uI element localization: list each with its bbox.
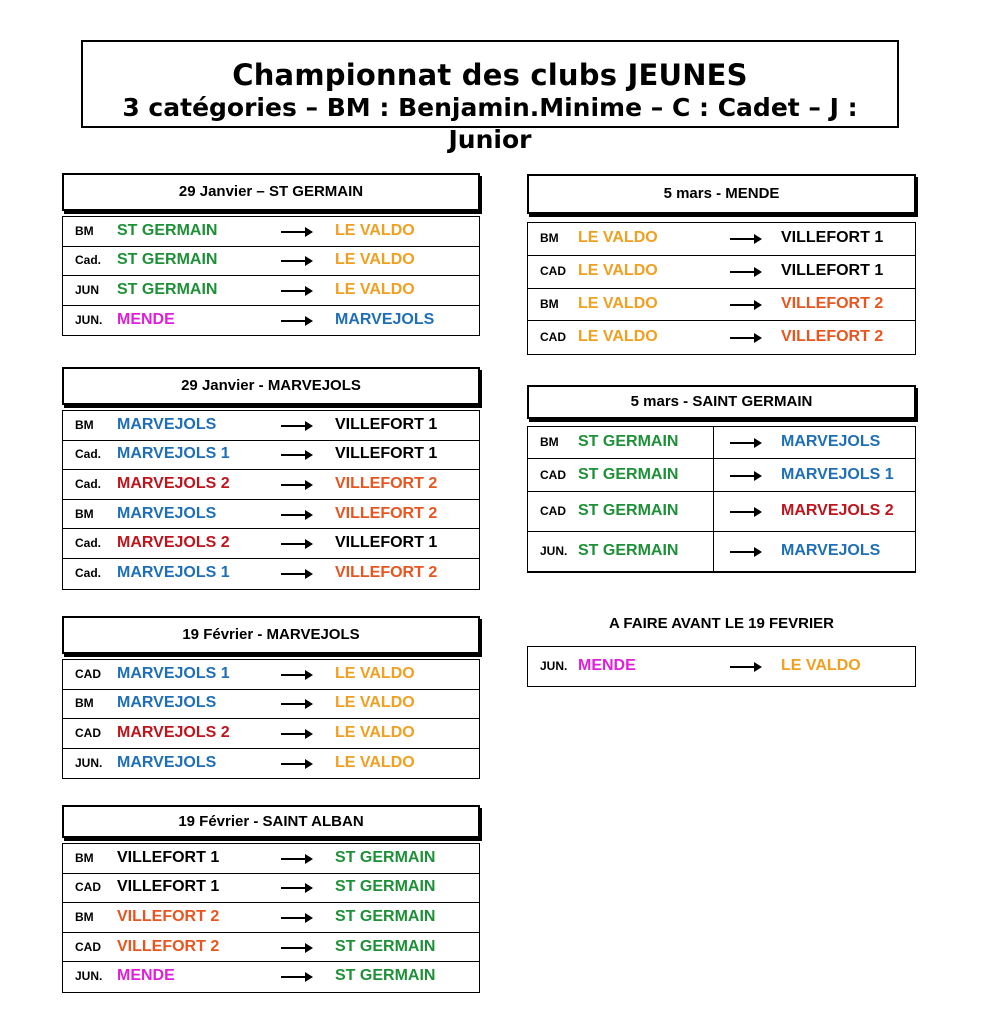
match-row (63, 247, 479, 277)
arrow-right-icon (281, 573, 311, 575)
away-team: VILLEFORT 1 (335, 445, 438, 463)
section-header: 19 Février - SAINT ALBAN (62, 805, 480, 838)
match-row (63, 500, 479, 530)
page-title: Championnat des clubs JEUNES (232, 58, 748, 92)
home-team: ST GERMAIN (578, 502, 679, 519)
away-team: MARVEJOLS 1 (781, 465, 894, 483)
home-team: MARVEJOLS (117, 504, 217, 522)
category-label: Cad. (75, 476, 102, 491)
arrow-right-icon (730, 666, 760, 668)
category-label: BM (75, 909, 94, 924)
home-team: MARVEJOLS (117, 694, 217, 712)
arrow-right-icon (730, 304, 760, 306)
match-row (63, 749, 479, 779)
match-row (528, 223, 915, 256)
category-label: CAD (540, 467, 566, 482)
match-row (63, 874, 479, 904)
page-subtitle: 3 catégories – BM : Benjamin.Minime – C : Cadet – J : Junior (122, 93, 858, 154)
category-label: CAD (540, 264, 566, 279)
away-team: LE VALDO (335, 251, 415, 269)
arrow-right-icon (281, 231, 311, 233)
match-row (63, 217, 479, 247)
arrow-right-icon (281, 320, 311, 322)
category-label: BM (540, 435, 559, 449)
category-label: CAD (540, 329, 566, 344)
title-box (81, 40, 899, 154)
arrow-right-icon (730, 271, 760, 273)
home-team: VILLEFORT 2 (117, 907, 220, 925)
away-team: ST GERMAIN (335, 878, 436, 896)
away-team: ST GERMAIN (335, 937, 436, 955)
match-table (62, 216, 480, 336)
home-team: LE VALDO (578, 327, 658, 345)
match-row (63, 903, 479, 933)
category-label: JUN. (75, 969, 103, 984)
category-label: BM (75, 223, 94, 238)
home-team: MARVEJOLS (117, 753, 217, 771)
match-row (63, 559, 479, 589)
arrow-right-icon (281, 947, 311, 949)
category-label: BM (75, 417, 94, 432)
home-team: VILLEFORT 1 (117, 878, 220, 896)
arrow-right-icon (281, 484, 311, 486)
arrow-right-icon (730, 511, 760, 513)
match-row (528, 647, 915, 686)
category-label: BM (75, 696, 94, 711)
home-team: MARVEJOLS (117, 415, 217, 433)
away-team: ST GERMAIN (335, 848, 436, 866)
arrow-right-icon (281, 733, 311, 735)
home-team: MARVEJOLS 1 (117, 563, 230, 581)
away-team: VILLEFORT 2 (781, 294, 884, 312)
home-team: MENDE (117, 967, 175, 985)
section-header: 29 Janvier - MARVEJOLS (62, 367, 480, 405)
category-label: Cad. (75, 253, 102, 268)
arrow-right-icon (281, 917, 311, 919)
section-header: 5 mars - MENDE (527, 174, 916, 214)
match-row (528, 427, 915, 459)
category-label: BM (540, 296, 559, 311)
match-row (63, 411, 479, 441)
away-team: VILLEFORT 1 (335, 534, 438, 552)
arrow-right-icon (730, 442, 760, 444)
match-row (528, 289, 915, 322)
category-label: CAD (75, 666, 101, 681)
arrow-right-icon (730, 238, 760, 240)
match-row (63, 844, 479, 874)
match-row (63, 660, 479, 690)
arrow-right-icon (281, 425, 311, 427)
category-label: JUN. (540, 544, 568, 558)
match-row (63, 933, 479, 963)
away-team: VILLEFORT 2 (335, 474, 438, 492)
category-label: Cad. (75, 447, 102, 462)
category-label: BM (75, 850, 94, 865)
home-team: MARVEJOLS 2 (117, 534, 230, 552)
away-team: VILLEFORT 2 (781, 327, 884, 345)
section-header: 5 mars - SAINT GERMAIN (527, 385, 916, 419)
home-team: MARVEJOLS 2 (117, 723, 230, 741)
category-label: JUN. (540, 658, 568, 673)
category-label: BM (75, 506, 94, 521)
match-row (63, 529, 479, 559)
match-row (63, 276, 479, 306)
arrow-right-icon (730, 475, 760, 477)
category-label: CAD (75, 725, 101, 740)
section-header: 29 Janvier – ST GERMAIN (62, 173, 480, 211)
away-team: LE VALDO (335, 280, 415, 298)
home-team: MENDE (117, 310, 175, 328)
section-header: 19 Février - MARVEJOLS (62, 616, 480, 654)
arrow-right-icon (281, 290, 311, 292)
match-row (528, 256, 915, 289)
home-team: MARVEJOLS 2 (117, 474, 230, 492)
category-label: CAD (75, 939, 101, 954)
away-team: VILLEFORT 1 (781, 229, 884, 247)
home-team: ST GERMAIN (578, 465, 679, 483)
arrow-right-icon (730, 337, 760, 339)
match-row (63, 719, 479, 749)
arrow-right-icon (281, 703, 311, 705)
home-team: VILLEFORT 2 (117, 937, 220, 955)
match-row (63, 470, 479, 500)
arrow-right-icon (281, 674, 311, 676)
category-label: JUN (75, 282, 100, 297)
away-team: LE VALDO (335, 753, 415, 771)
match-table (62, 410, 480, 590)
away-team: MARVEJOLS 2 (781, 502, 894, 519)
home-team: LE VALDO (578, 294, 658, 312)
section-header: A FAIRE AVANT LE 19 FEVRIER (608, 615, 835, 632)
home-team: ST GERMAIN (578, 433, 679, 450)
home-team: LE VALDO (578, 229, 658, 247)
category-label: CAD (75, 880, 101, 895)
away-team: LE VALDO (335, 694, 415, 712)
match-row (63, 690, 479, 720)
home-team: VILLEFORT 1 (117, 848, 220, 866)
away-team: ST GERMAIN (335, 907, 436, 925)
match-row (63, 962, 479, 992)
home-team: LE VALDO (578, 262, 658, 280)
category-label: JUN. (75, 755, 103, 770)
home-team: MARVEJOLS 1 (117, 445, 230, 463)
category-label: Cad. (75, 536, 102, 551)
away-team: MARVEJOLS (781, 433, 881, 450)
home-team: MENDE (578, 656, 636, 674)
match-table (62, 843, 480, 993)
match-row (63, 441, 479, 471)
category-label: Cad. (75, 565, 102, 580)
match-row (528, 492, 915, 532)
match-table (527, 222, 916, 355)
away-team: MARVEJOLS (781, 542, 881, 559)
match-row (528, 321, 915, 354)
arrow-right-icon (281, 514, 311, 516)
category-label: BM (540, 231, 559, 246)
away-team: VILLEFORT 2 (335, 563, 438, 581)
match-row (528, 459, 915, 492)
match-row (63, 306, 479, 336)
away-team: ST GERMAIN (335, 967, 436, 985)
away-team: VILLEFORT 2 (335, 504, 438, 522)
category-label: CAD (540, 504, 566, 518)
arrow-right-icon (730, 551, 760, 553)
arrow-right-icon (281, 858, 311, 860)
away-team: LE VALDO (335, 221, 415, 239)
home-team: ST GERMAIN (117, 251, 218, 269)
home-team: ST GERMAIN (117, 221, 218, 239)
arrow-right-icon (281, 260, 311, 262)
arrow-right-icon (281, 543, 311, 545)
match-table (62, 659, 480, 779)
match-table (527, 646, 916, 687)
home-team: ST GERMAIN (578, 542, 679, 559)
column-divider (713, 427, 714, 572)
arrow-right-icon (281, 454, 311, 456)
match-table (527, 426, 916, 573)
category-label: JUN. (75, 312, 103, 327)
match-row (528, 532, 915, 572)
home-team: MARVEJOLS 1 (117, 664, 230, 682)
away-team: MARVEJOLS (335, 310, 435, 328)
arrow-right-icon (281, 763, 311, 765)
arrow-right-icon (281, 976, 311, 978)
away-team: LE VALDO (781, 656, 861, 674)
away-team: LE VALDO (335, 723, 415, 741)
away-team: VILLEFORT 1 (781, 262, 884, 280)
away-team: VILLEFORT 1 (335, 415, 438, 433)
away-team: LE VALDO (335, 664, 415, 682)
home-team: ST GERMAIN (117, 280, 218, 298)
arrow-right-icon (281, 887, 311, 889)
